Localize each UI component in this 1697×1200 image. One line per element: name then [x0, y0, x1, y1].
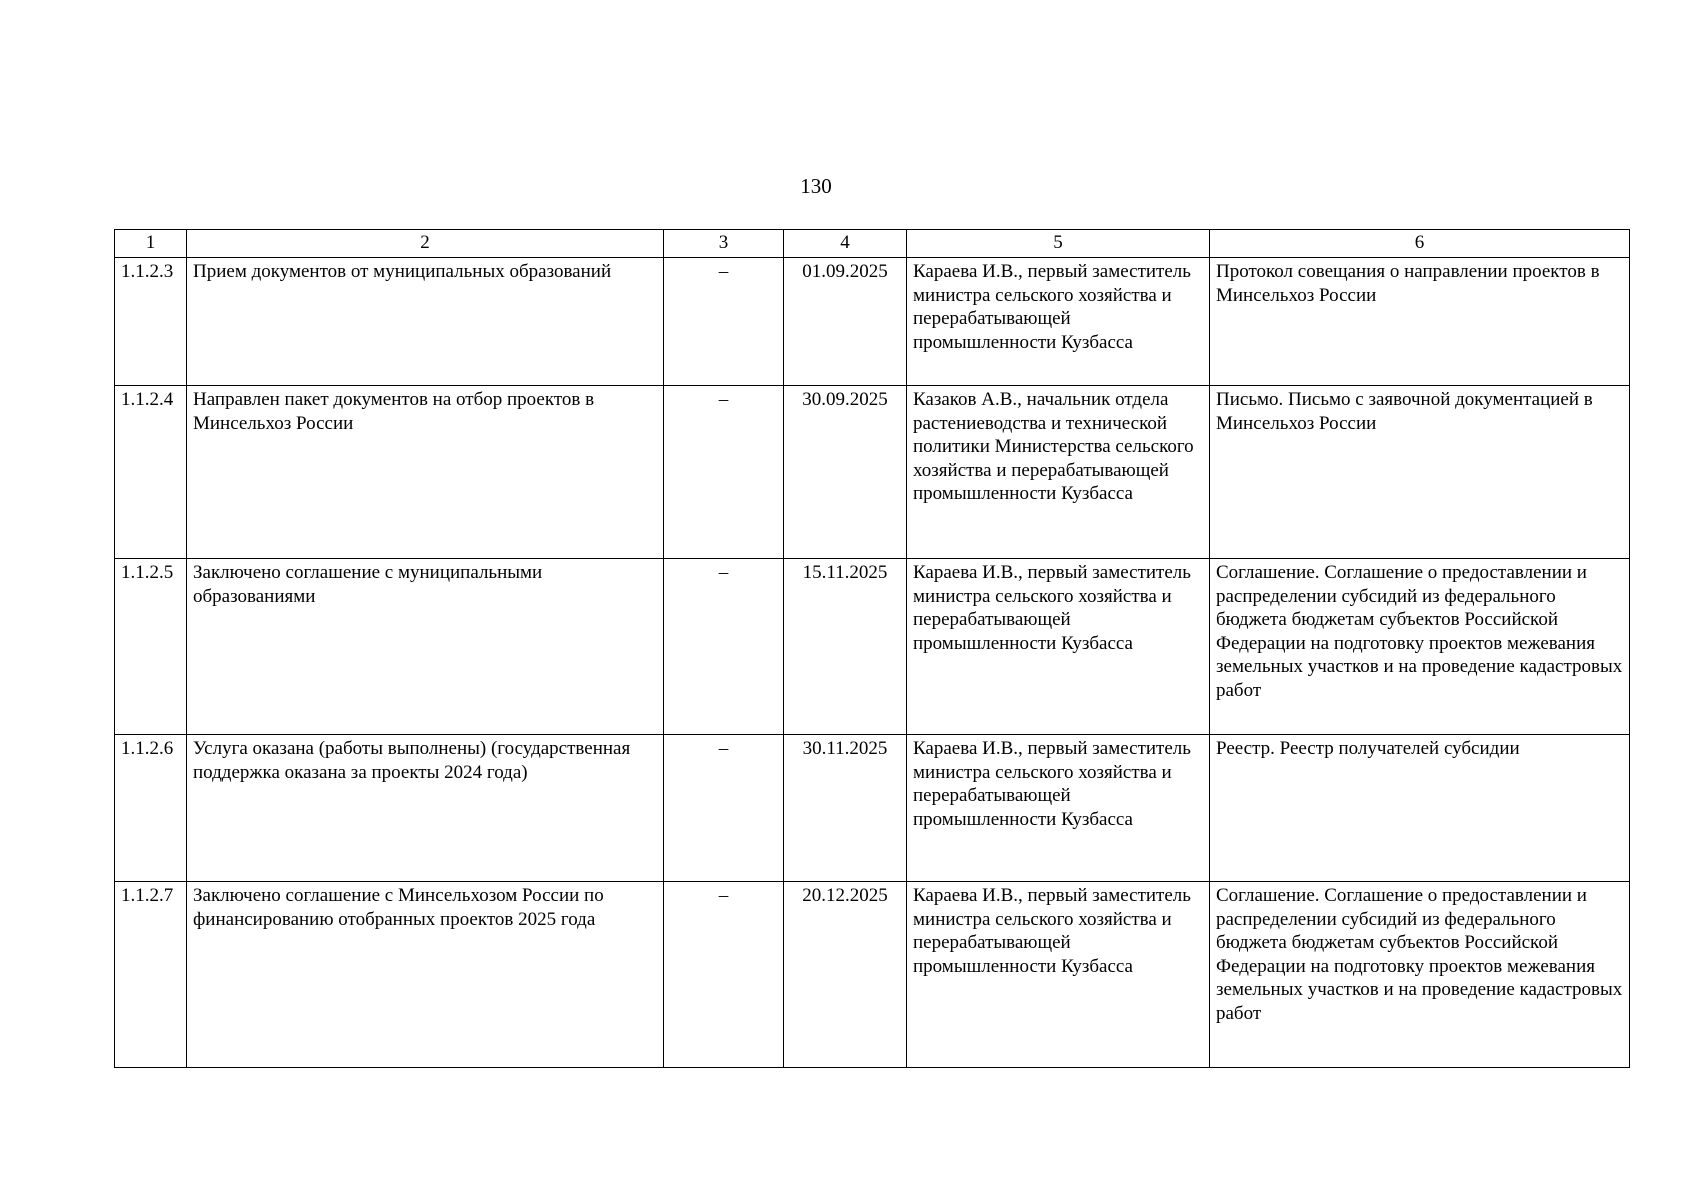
row-number: 1.1.2.5 — [115, 559, 187, 735]
row-event: Прием документов от муниципальных образований — [187, 258, 664, 386]
row-date: 30.11.2025 — [784, 735, 907, 882]
row-number: 1.1.2.4 — [115, 386, 187, 559]
row-responsible: Караева И.В., первый заместитель министра сельского хозяйства и перерабатывающей промышленности Кузбасса — [907, 735, 1210, 882]
table-row — [115, 386, 1630, 559]
plan-table — [114, 229, 1630, 1068]
row-col3: – — [664, 882, 784, 1068]
row-responsible: Караева И.В., первый заместитель министра сельского хозяйства и перерабатывающей промышленности Кузбасса — [907, 882, 1210, 1068]
row-date: 20.12.2025 — [784, 882, 907, 1068]
row-col3: – — [664, 559, 784, 735]
row-document: Протокол совещания о направлении проектов в Минсельхоз России — [1210, 258, 1630, 386]
row-document: Соглашение. Соглашение о предоставлении и распределении субсидий из федерального бюджета бюджетам субъектов Российской Федерации на подготовку проектов межевания земельных участков и на проведение кадастровых работ — [1210, 882, 1630, 1068]
row-document: Реестр. Реестр получателей субсидии — [1210, 735, 1630, 882]
row-responsible: Казаков А.В., начальник отдела растениеводства и технической политики Министерства сельского хозяйства и перерабатывающей промышленности Кузбасса — [907, 386, 1210, 559]
row-col3: – — [664, 258, 784, 386]
table-header-row — [115, 230, 1630, 258]
row-document: Письмо. Письмо с заявочной документацией в Минсельхоз России — [1210, 386, 1630, 559]
row-event: Заключено соглашение с муниципальными образованиями — [187, 559, 664, 735]
row-number: 1.1.2.3 — [115, 258, 187, 386]
header-col-5: 5 — [907, 230, 1210, 258]
row-event: Услуга оказана (работы выполнены) (государственная поддержка оказана за проекты 2024 года) — [187, 735, 664, 882]
row-responsible: Караева И.В., первый заместитель министра сельского хозяйства и перерабатывающей промышленности Кузбасса — [907, 258, 1210, 386]
row-event: Заключено соглашение с Минсельхозом России по финансированию отобранных проектов 2025 года — [187, 882, 664, 1068]
row-col3: – — [664, 386, 784, 559]
row-document: Соглашение. Соглашение о предоставлении и распределении субсидий из федерального бюджета бюджетам субъектов Российской Федерации на подготовку проектов межевания земельных участков и на проведение кадастровых работ — [1210, 559, 1630, 735]
table-row — [115, 882, 1630, 1068]
table-row — [115, 735, 1630, 882]
header-col-2: 2 — [187, 230, 664, 258]
row-event: Направлен пакет документов на отбор проектов в Минсельхоз России — [187, 386, 664, 559]
page-number: 130 — [800, 174, 832, 198]
row-date: 01.09.2025 — [784, 258, 907, 386]
row-responsible: Караева И.В., первый заместитель министра сельского хозяйства и перерабатывающей промышленности Кузбасса — [907, 559, 1210, 735]
row-number: 1.1.2.7 — [115, 882, 187, 1068]
table-row — [115, 559, 1630, 735]
header-col-1: 1 — [115, 230, 187, 258]
row-date: 30.09.2025 — [784, 386, 907, 559]
header-col-6: 6 — [1210, 230, 1630, 258]
row-number: 1.1.2.6 — [115, 735, 187, 882]
header-col-4: 4 — [784, 230, 907, 258]
table-row — [115, 258, 1630, 386]
header-col-3: 3 — [664, 230, 784, 258]
row-date: 15.11.2025 — [784, 559, 907, 735]
row-col3: – — [664, 735, 784, 882]
